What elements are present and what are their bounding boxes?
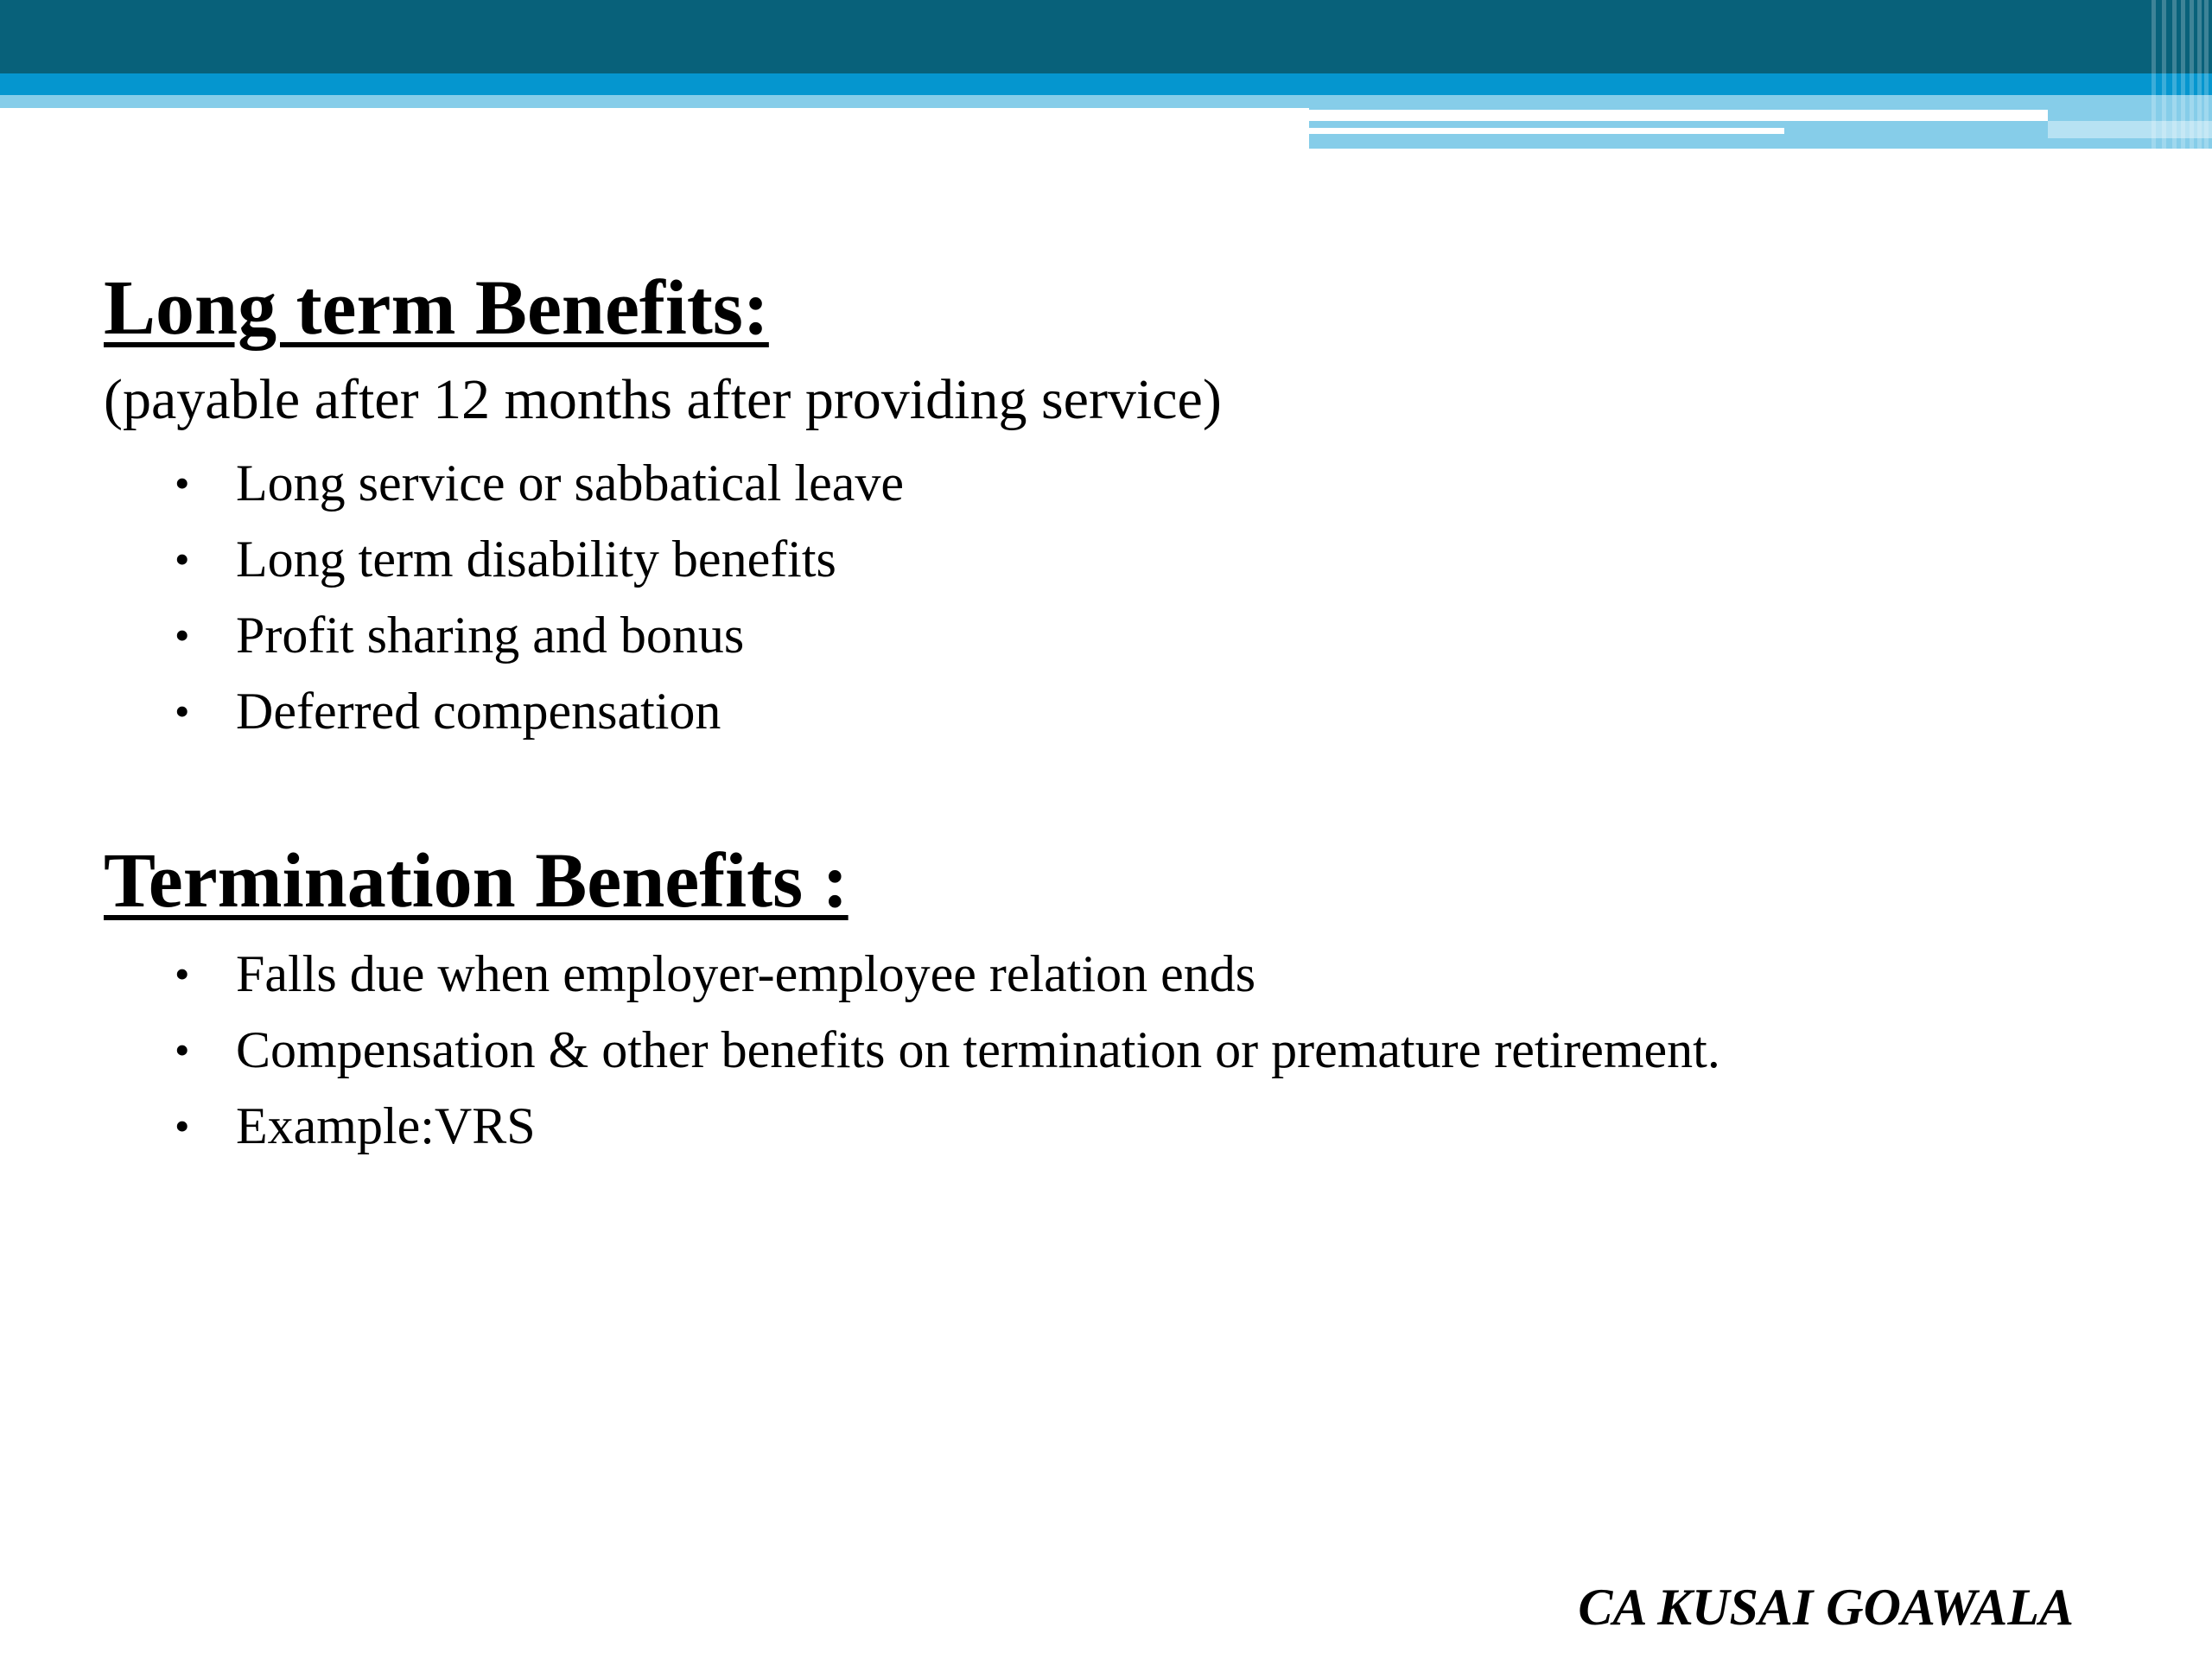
author-name: CA KUSAI GOAWALA (1578, 1579, 2074, 1636)
header-pale-line (2048, 121, 2212, 138)
list-item-text: Long term disability benefits (236, 531, 836, 588)
header-stripe (2197, 0, 2202, 149)
header-light-band-left (0, 95, 1309, 108)
header-mid-band (0, 73, 2212, 95)
list-item-text: Long service or sabbatical leave (236, 454, 904, 512)
header-dark-band (0, 0, 2212, 73)
header-white-line (1309, 128, 1784, 134)
bullet-icon: • (175, 611, 190, 659)
bullet-icon: • (175, 1102, 190, 1150)
header-stripe (2172, 0, 2177, 149)
header-white-line (1309, 110, 2048, 121)
list-item-text: Deferred compensation (236, 683, 721, 740)
header-stripe (2152, 0, 2156, 149)
bullet-icon: • (175, 1026, 190, 1074)
header-stripe (2204, 0, 2209, 149)
long-term-benefits-subtitle: (payable after 12 months after providing service) (104, 368, 1222, 431)
bullet-icon: • (175, 950, 190, 998)
termination-benefits-heading: Termination Benefits : (104, 838, 849, 924)
header-stripe (2162, 0, 2166, 149)
list-item-text: Example:VRS (236, 1097, 536, 1154)
list-item-text: Profit sharing and bonus (236, 607, 745, 664)
header-stripe (2181, 0, 2185, 149)
list-item-text: Falls due when employer-employee relation ends (236, 945, 1256, 1002)
header-stripe (2190, 0, 2194, 149)
bullet-icon: • (175, 459, 190, 507)
bullet-icon: • (175, 687, 190, 735)
bullet-icon: • (175, 535, 190, 583)
list-item-text: Compensation & other benefits on termination or premature retirement. (236, 1021, 1720, 1078)
long-term-benefits-heading: Long term Benefits: (104, 265, 769, 351)
header-decoration (0, 0, 2212, 156)
